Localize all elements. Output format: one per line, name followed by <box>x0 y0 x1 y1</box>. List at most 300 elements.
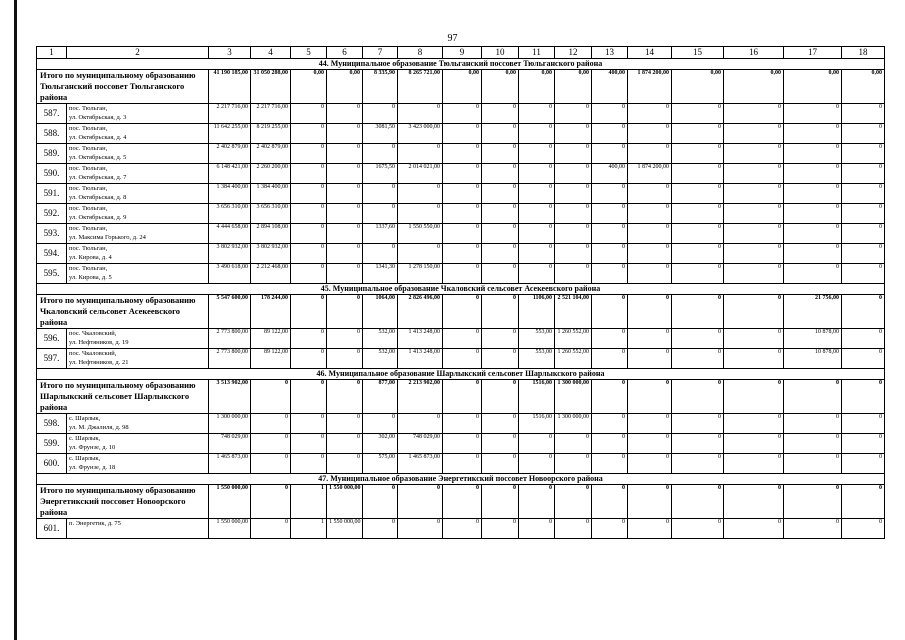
value-cell: 0 <box>443 519 482 539</box>
value-cell: 0 <box>291 144 327 164</box>
total-value-cell: 21 756,00 <box>784 295 842 329</box>
building-row <box>37 204 885 224</box>
row-number: 601. <box>37 519 67 539</box>
value-cell: 0 <box>482 329 519 349</box>
total-value-cell: 0 <box>784 485 842 519</box>
value-cell: 3 802 932,00 <box>251 244 291 264</box>
value-cell: 0 <box>363 204 398 224</box>
building-row <box>37 104 885 124</box>
value-cell: 0 <box>327 414 363 434</box>
row-number: 597. <box>37 349 67 369</box>
total-value-cell: 0,00 <box>784 70 842 104</box>
total-value-cell: 0 <box>555 485 592 519</box>
value-cell: 0 <box>327 124 363 144</box>
value-cell: 0 <box>842 184 885 204</box>
value-cell: 2 212 468,00 <box>251 264 291 284</box>
table-body <box>37 47 885 539</box>
column-number-cell: 2 <box>67 47 209 59</box>
value-cell: 553,00 <box>519 349 555 369</box>
address-line: пос. Тюльган, <box>69 225 108 232</box>
value-cell: 0 <box>251 519 291 539</box>
value-cell: 0 <box>628 124 672 144</box>
value-cell: 0 <box>672 264 724 284</box>
value-cell: 2 014 021,00 <box>398 164 443 184</box>
total-value-cell: 0 <box>482 485 519 519</box>
value-cell: 0 <box>443 454 482 474</box>
value-cell: 2 260 200,00 <box>251 164 291 184</box>
value-cell: 0 <box>398 104 443 124</box>
total-value-cell: 1106,00 <box>519 295 555 329</box>
value-cell: 748 029,00 <box>209 434 251 454</box>
building-row <box>37 244 885 264</box>
value-cell: 0 <box>842 454 885 474</box>
section-title: 47. Муниципальное образование Энергетикский поссовет Новоорского района <box>37 474 885 485</box>
value-cell: 400,00 <box>592 164 628 184</box>
value-cell: 0 <box>784 244 842 264</box>
value-cell: 0 <box>628 519 672 539</box>
value-cell: 0 <box>443 144 482 164</box>
value-cell: 0 <box>724 349 784 369</box>
address-line: ул. Кирова, д. 4 <box>69 254 112 261</box>
value-cell: 0 <box>628 104 672 124</box>
value-cell: 0 <box>398 144 443 164</box>
value-cell: 0 <box>555 244 592 264</box>
address-cell <box>67 204 209 224</box>
total-value-cell: 0 <box>251 485 291 519</box>
section-total-row <box>37 295 885 329</box>
address-line: пос. Тюльган, <box>69 185 108 192</box>
total-value-cell: 0 <box>519 485 555 519</box>
value-cell: 0 <box>251 454 291 474</box>
value-cell: 0 <box>327 264 363 284</box>
column-number-cell: 1 <box>37 47 67 59</box>
value-cell: 0 <box>363 414 398 434</box>
value-cell: 0 <box>443 184 482 204</box>
value-cell: 0 <box>672 434 724 454</box>
value-cell: 0 <box>672 244 724 264</box>
value-cell: 0 <box>519 124 555 144</box>
building-row <box>37 349 885 369</box>
column-number-cell: 13 <box>592 47 628 59</box>
value-cell: 0 <box>628 184 672 204</box>
total-value-cell: 0 <box>842 380 885 414</box>
value-cell: 0 <box>724 519 784 539</box>
column-number-cell: 14 <box>628 47 672 59</box>
value-cell: 0 <box>672 184 724 204</box>
address-line: пос. Тюльган, <box>69 205 108 212</box>
total-value-cell: 0 <box>251 380 291 414</box>
total-value-cell: 0,00 <box>327 70 363 104</box>
value-cell: 0 <box>628 434 672 454</box>
address-line: ул. Октябрьская, д. 3 <box>69 114 127 121</box>
value-cell: 0 <box>482 204 519 224</box>
binding-margin-line <box>14 0 17 640</box>
address-line: пос. Тюльган, <box>69 265 108 272</box>
value-cell: 0 <box>363 144 398 164</box>
value-cell: 0 <box>291 414 327 434</box>
value-cell: 0 <box>842 204 885 224</box>
value-cell: 3 802 932,00 <box>209 244 251 264</box>
value-cell: 0 <box>842 434 885 454</box>
value-cell: 0 <box>519 184 555 204</box>
value-cell: 0 <box>398 519 443 539</box>
value-cell: 0 <box>251 434 291 454</box>
value-cell: 0 <box>519 434 555 454</box>
total-value-cell: 0 <box>672 485 724 519</box>
building-row <box>37 164 885 184</box>
value-cell: 0 <box>555 519 592 539</box>
value-cell: 0 <box>592 184 628 204</box>
row-number: 589. <box>37 144 67 164</box>
value-cell: 0 <box>291 184 327 204</box>
value-cell: 0 <box>327 204 363 224</box>
address-cell <box>67 104 209 124</box>
value-cell: 0 <box>251 414 291 434</box>
section-title-row <box>37 59 885 70</box>
row-number: 588. <box>37 124 67 144</box>
value-cell: 748 029,00 <box>398 434 443 454</box>
value-cell: 0 <box>482 224 519 244</box>
value-cell: 0 <box>672 454 724 474</box>
value-cell: 0 <box>327 349 363 369</box>
value-cell: 0 <box>291 349 327 369</box>
value-cell: 0 <box>784 434 842 454</box>
address-line: с. Шарлык, <box>69 455 101 462</box>
total-value-cell: 0,00 <box>443 70 482 104</box>
value-cell: 0 <box>724 434 784 454</box>
value-cell: 0 <box>842 224 885 244</box>
column-number-cell: 12 <box>555 47 592 59</box>
value-cell: 0 <box>363 519 398 539</box>
total-value-cell: 0 <box>398 485 443 519</box>
value-cell: 553,00 <box>519 329 555 349</box>
total-value-cell: 2 213 902,00 <box>398 380 443 414</box>
value-cell: 0 <box>842 164 885 184</box>
value-cell: 0 <box>724 244 784 264</box>
address-line: ул. Нефтяников, д. 21 <box>69 359 129 366</box>
total-value-cell: 0 <box>443 380 482 414</box>
total-value-cell: 0 <box>724 380 784 414</box>
value-cell: 0 <box>555 124 592 144</box>
value-cell: 0 <box>724 164 784 184</box>
address-line: ул. Фрунзе, д. 18 <box>69 464 116 471</box>
value-cell: 11 642 255,00 <box>209 124 251 144</box>
total-value-cell: 0 <box>672 295 724 329</box>
address-cell <box>67 349 209 369</box>
value-cell: 0 <box>592 454 628 474</box>
value-cell: 1 300 000,00 <box>555 414 592 434</box>
address-line: пос. Чкаловский, <box>69 350 117 357</box>
value-cell: 0 <box>443 349 482 369</box>
value-cell: 0 <box>592 204 628 224</box>
value-cell: 1 278 150,00 <box>398 264 443 284</box>
value-cell: 0 <box>482 264 519 284</box>
value-cell: 0 <box>672 144 724 164</box>
address-line: ул. Нефтяников, д. 19 <box>69 339 129 346</box>
value-cell: 0 <box>398 204 443 224</box>
value-cell: 0 <box>592 414 628 434</box>
total-value-cell: 0 <box>327 295 363 329</box>
total-value-cell: 0 <box>628 380 672 414</box>
housing-register-table <box>36 46 885 539</box>
value-cell: 0 <box>592 144 628 164</box>
total-value-cell: 0 <box>784 380 842 414</box>
value-cell: 0 <box>672 104 724 124</box>
total-value-cell: 1 300 000,00 <box>555 380 592 414</box>
value-cell: 0 <box>724 204 784 224</box>
building-row <box>37 329 885 349</box>
column-number-cell: 5 <box>291 47 327 59</box>
total-value-cell: 0 <box>842 485 885 519</box>
total-value-cell: 0 <box>842 295 885 329</box>
value-cell: 0 <box>842 414 885 434</box>
row-number: 590. <box>37 164 67 184</box>
value-cell: 0 <box>443 124 482 144</box>
value-cell: 3 656 310,00 <box>209 204 251 224</box>
value-cell: 1 465 873,00 <box>398 454 443 474</box>
building-row <box>37 434 885 454</box>
value-cell: 0 <box>784 519 842 539</box>
section-total-row <box>37 70 885 104</box>
column-number-cell: 9 <box>443 47 482 59</box>
value-cell: 89 122,00 <box>251 329 291 349</box>
address-line: с. Шарлык, <box>69 415 101 422</box>
address-cell <box>67 244 209 264</box>
value-cell: 3 423 000,00 <box>398 124 443 144</box>
value-cell: 0 <box>291 434 327 454</box>
value-cell: 0 <box>519 454 555 474</box>
value-cell: 0 <box>784 184 842 204</box>
value-cell: 0 <box>327 164 363 184</box>
section-title: 45. Муниципальное образование Чкаловский сельсовет Асекеевского района <box>37 284 885 295</box>
value-cell: 0 <box>443 244 482 264</box>
address-cell <box>67 414 209 434</box>
value-cell: 0 <box>327 224 363 244</box>
value-cell: 0 <box>724 414 784 434</box>
total-value-cell: 8 335,90 <box>363 70 398 104</box>
total-value-cell: 0,00 <box>291 70 327 104</box>
address-line: пос. Тюльган, <box>69 145 108 152</box>
row-number: 600. <box>37 454 67 474</box>
value-cell: 0 <box>592 434 628 454</box>
value-cell: 0 <box>842 519 885 539</box>
value-cell: 0 <box>327 144 363 164</box>
value-cell: 1 260 552,00 <box>555 329 592 349</box>
value-cell: 0 <box>724 144 784 164</box>
value-cell: 1 550 000,00 <box>327 519 363 539</box>
value-cell: 8 219 255,00 <box>251 124 291 144</box>
value-cell: 0 <box>482 454 519 474</box>
value-cell: 0 <box>724 224 784 244</box>
total-value-cell: 0 <box>443 295 482 329</box>
value-cell: 0 <box>784 224 842 244</box>
address-line: ул. М. Джалиля, д. 98 <box>69 424 129 431</box>
total-value-cell: 0 <box>443 485 482 519</box>
address-cell <box>67 264 209 284</box>
value-cell: 0 <box>628 144 672 164</box>
address-cell <box>67 124 209 144</box>
value-cell: 0 <box>724 454 784 474</box>
value-cell: 1516,00 <box>519 414 555 434</box>
address-cell <box>67 434 209 454</box>
address-line: пос. Тюльган, <box>69 105 108 112</box>
value-cell: 0 <box>327 244 363 264</box>
value-cell: 0 <box>555 264 592 284</box>
address-line: ул. Октябрьская, д. 5 <box>69 154 127 161</box>
address-cell <box>67 329 209 349</box>
value-cell: 0 <box>482 184 519 204</box>
section-title: 44. Муниципальное образование Тюльганский поссовет Тюльганского района <box>37 59 885 70</box>
value-cell: 0 <box>555 204 592 224</box>
value-cell: 0 <box>672 519 724 539</box>
value-cell: 0 <box>519 164 555 184</box>
value-cell: 0 <box>363 184 398 204</box>
address-line: ул. Октябрьская, д. 4 <box>69 134 127 141</box>
total-value-cell: 0,00 <box>842 70 885 104</box>
value-cell: 0 <box>672 329 724 349</box>
value-cell: 1 384 400,00 <box>209 184 251 204</box>
address-cell <box>67 144 209 164</box>
value-cell: 1 874 200,00 <box>628 164 672 184</box>
total-label: Итого по муниципальному образованию Тюльганский поссовет Тюльганского района <box>37 70 209 104</box>
value-cell: 0 <box>443 264 482 284</box>
value-cell: 0 <box>327 329 363 349</box>
value-cell: 0 <box>519 204 555 224</box>
total-value-cell: 0 <box>482 380 519 414</box>
building-row <box>37 519 885 539</box>
value-cell: 0 <box>398 414 443 434</box>
total-value-cell: 5 547 600,00 <box>209 295 251 329</box>
section-title-row <box>37 284 885 295</box>
value-cell: 0 <box>363 104 398 124</box>
value-cell: 0 <box>519 244 555 264</box>
row-number: 595. <box>37 264 67 284</box>
total-value-cell: 877,00 <box>363 380 398 414</box>
value-cell: 0 <box>724 329 784 349</box>
column-number-cell: 16 <box>724 47 784 59</box>
value-cell: 0 <box>519 264 555 284</box>
value-cell: 1 550 550,00 <box>398 224 443 244</box>
value-cell: 4 444 658,00 <box>209 224 251 244</box>
value-cell: 0 <box>482 144 519 164</box>
value-cell: 0 <box>592 124 628 144</box>
address-line: пос. Тюльган, <box>69 125 108 132</box>
value-cell: 0 <box>443 104 482 124</box>
value-cell: 3081,50 <box>363 124 398 144</box>
total-value-cell: 1 <box>291 485 327 519</box>
address-line: ул. Октябрьская, д. 9 <box>69 214 127 221</box>
building-row <box>37 184 885 204</box>
value-cell: 0 <box>291 329 327 349</box>
value-cell: 0 <box>628 414 672 434</box>
value-cell: 1 465 873,00 <box>209 454 251 474</box>
address-line: с. Шарлык, <box>69 435 101 442</box>
total-value-cell: 178 244,00 <box>251 295 291 329</box>
column-number-cell: 10 <box>482 47 519 59</box>
value-cell: 0 <box>628 244 672 264</box>
value-cell: 0 <box>482 164 519 184</box>
column-number-cell: 17 <box>784 47 842 59</box>
value-cell: 0 <box>327 434 363 454</box>
value-cell: 0 <box>842 264 885 284</box>
value-cell: 0 <box>724 124 784 144</box>
section-total-row <box>37 485 885 519</box>
value-cell: 0 <box>555 454 592 474</box>
row-number: 596. <box>37 329 67 349</box>
address-cell <box>67 184 209 204</box>
total-value-cell: 0 <box>592 380 628 414</box>
value-cell: 0 <box>482 244 519 264</box>
value-cell: 0 <box>443 224 482 244</box>
value-cell: 0 <box>724 264 784 284</box>
column-number-cell: 18 <box>842 47 885 59</box>
value-cell: 2 773 800,00 <box>209 349 251 369</box>
row-number: 587. <box>37 104 67 124</box>
total-value-cell: 3 513 902,00 <box>209 380 251 414</box>
value-cell: 0 <box>724 104 784 124</box>
total-value-cell: 0,00 <box>724 70 784 104</box>
total-value-cell: 1064,00 <box>363 295 398 329</box>
value-cell: 0 <box>291 124 327 144</box>
value-cell: 0 <box>443 414 482 434</box>
value-cell: 0 <box>672 224 724 244</box>
value-cell: 0 <box>555 104 592 124</box>
value-cell: 0 <box>555 434 592 454</box>
value-cell: 0 <box>443 204 482 224</box>
column-number-cell: 11 <box>519 47 555 59</box>
value-cell: 0 <box>842 104 885 124</box>
total-value-cell: 400,00 <box>592 70 628 104</box>
value-cell: 1675,50 <box>363 164 398 184</box>
value-cell: 0 <box>398 184 443 204</box>
value-cell: 0 <box>784 204 842 224</box>
value-cell: 0 <box>327 184 363 204</box>
value-cell: 1337,60 <box>363 224 398 244</box>
total-value-cell: 0,00 <box>672 70 724 104</box>
value-cell: 0 <box>291 204 327 224</box>
value-cell: 0 <box>628 329 672 349</box>
total-value-cell: 0,00 <box>519 70 555 104</box>
value-cell: 0 <box>363 244 398 264</box>
page-number: 97 <box>447 33 458 44</box>
value-cell: 1 260 552,00 <box>555 349 592 369</box>
value-cell: 2 217 716,00 <box>209 104 251 124</box>
column-number-row <box>37 47 885 59</box>
total-value-cell: 0 <box>724 295 784 329</box>
value-cell: 0 <box>592 329 628 349</box>
total-value-cell: 0 <box>291 380 327 414</box>
value-cell: 3 490 618,00 <box>209 264 251 284</box>
value-cell: 0 <box>555 224 592 244</box>
value-cell: 0 <box>842 144 885 164</box>
address-line: ул. Октябрьская, д. 8 <box>69 194 127 201</box>
total-value-cell: 0 <box>592 295 628 329</box>
value-cell: 0 <box>291 454 327 474</box>
value-cell: 0 <box>398 244 443 264</box>
column-number-cell: 7 <box>363 47 398 59</box>
value-cell: 0 <box>482 519 519 539</box>
building-row <box>37 414 885 434</box>
total-value-cell: 41 190 185,00 <box>209 70 251 104</box>
value-cell: 0 <box>291 264 327 284</box>
column-number-cell: 3 <box>209 47 251 59</box>
value-cell: 89 122,00 <box>251 349 291 369</box>
total-value-cell: 1 874 200,00 <box>628 70 672 104</box>
value-cell: 0 <box>482 104 519 124</box>
total-value-cell: 0 <box>291 295 327 329</box>
section-title-row <box>37 474 885 485</box>
value-cell: 0 <box>443 164 482 184</box>
